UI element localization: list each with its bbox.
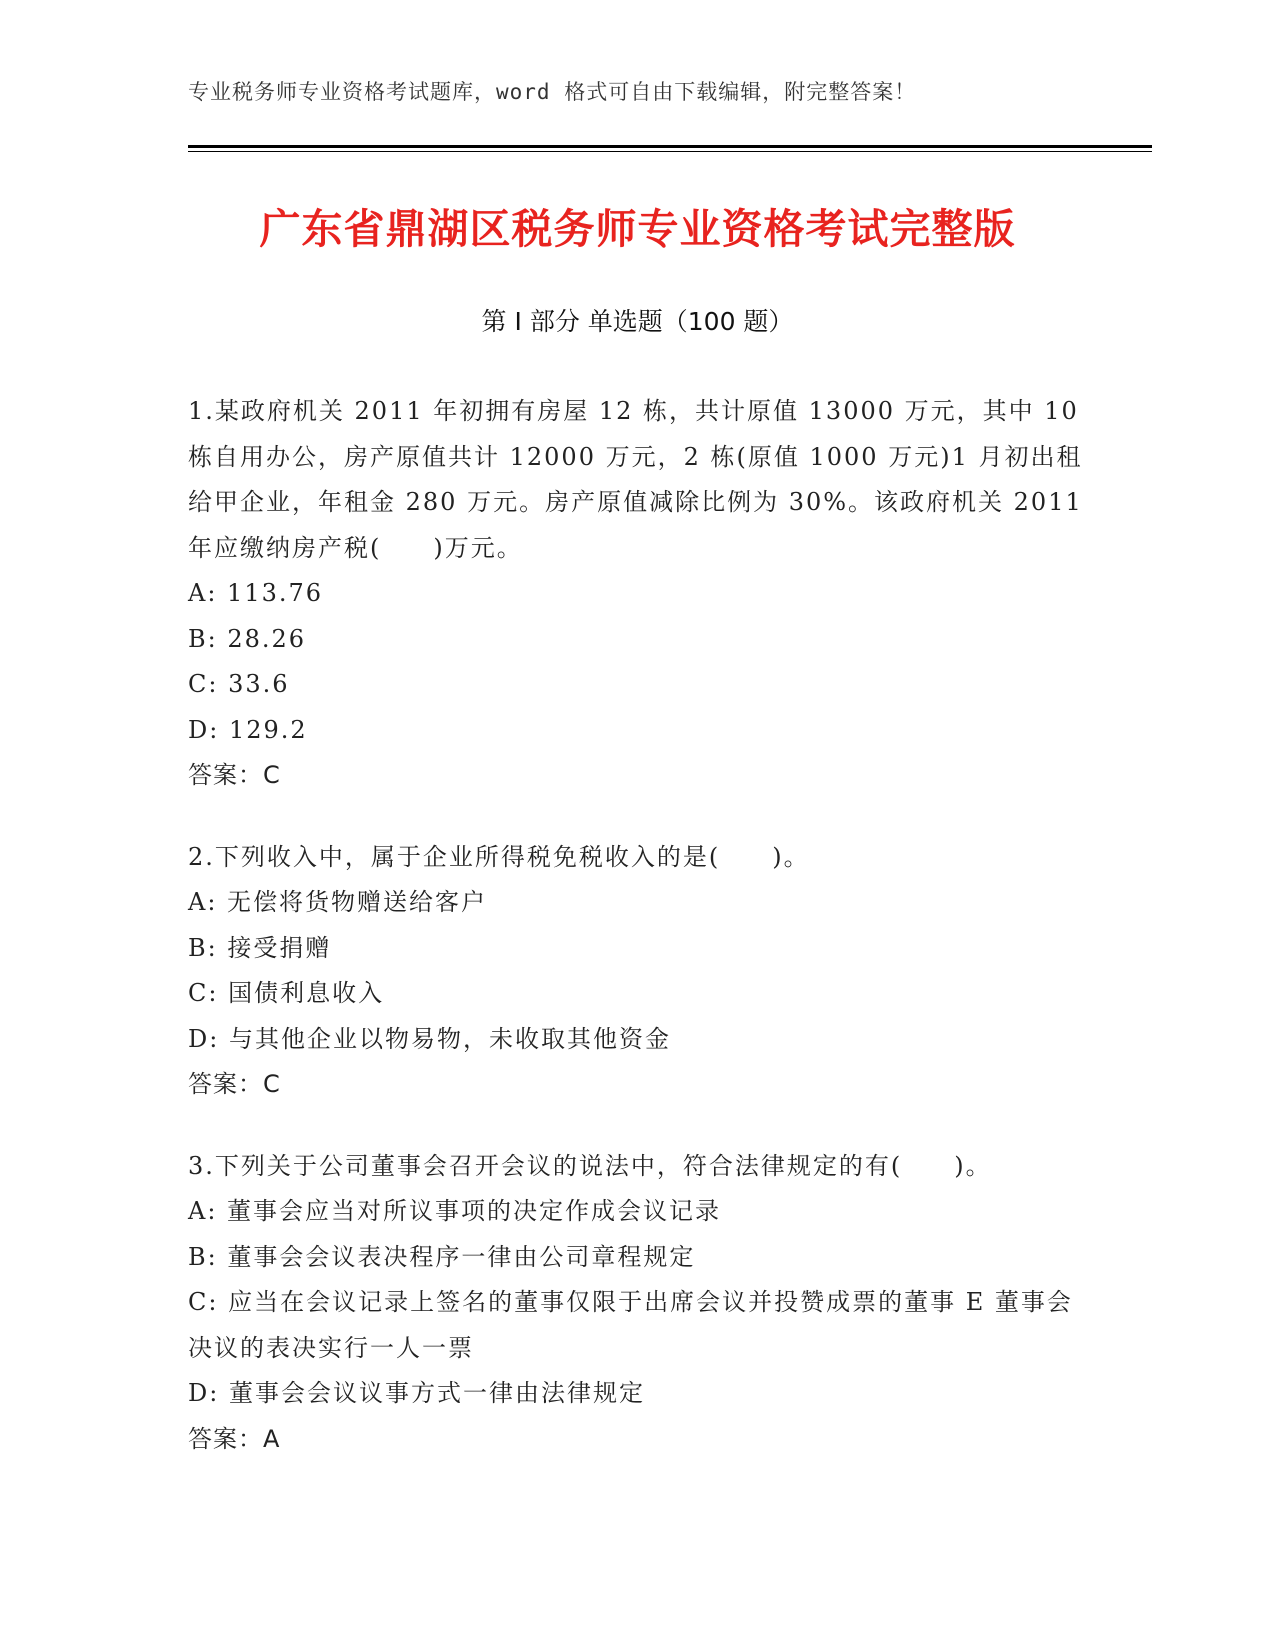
option-d: D: 129.2: [188, 715, 308, 744]
answer: 答案：C: [188, 1070, 281, 1098]
question-list: [188, 389, 1088, 1498]
option-c: C: 国债利息收入: [188, 979, 385, 1007]
question-2: [188, 835, 1088, 1108]
question-3: [188, 1144, 1088, 1463]
question-1: [188, 389, 1088, 799]
option-c: C: 应当在会议记录上签名的董事仅限于出席会议并投赞成票的董事 E 董事会决议的表决实行一人一票: [188, 1288, 1073, 1362]
question-stem: 1.某政府机关 2011 年初拥有房屋 12 栋，共计原值 13000 万元，其中 10 栋自用办公，房产原值共计 12000 万元，2 栋(原值 1000 万元)1 月初出租给甲企业，年租金 280 万元。房产原值减除比例为 30%。该政府机关 2011 年应缴纳房产税( )万元。: [188, 397, 1083, 562]
option-d: D: 与其他企业以物易物，未收取其他资金: [188, 1024, 671, 1053]
document-title: 广东省鼎湖区税务师专业资格考试完整版: [259, 205, 1016, 253]
option-b: B: 接受捐赠: [188, 933, 332, 962]
option-b: B: 董事会会议表决程序一律由公司章程规定: [188, 1242, 696, 1271]
option-c: C: 33.6: [188, 670, 290, 698]
option-d: D: 董事会会议议事方式一律由法律规定: [188, 1379, 645, 1407]
header-note: 专业税务师专业资格考试题库，word 格式可自由下载编辑，附完整答案！: [188, 80, 917, 104]
header-rule-thick: [188, 145, 1152, 148]
answer: 答案：A: [188, 1424, 281, 1453]
question-stem: 2.下列收入中，属于企业所得税免税收入的是( )。: [188, 842, 810, 871]
option-a: A: 无偿将货物赠送给客户: [188, 888, 488, 916]
section-title: 第 I 部分 单选题（100 题）: [481, 307, 794, 336]
answer: 答案：C: [188, 761, 281, 789]
option-a: A: 董事会应当对所议事项的决定作成会议记录: [188, 1197, 722, 1225]
option-a: A: 113.76: [188, 579, 324, 607]
option-b: B: 28.26: [188, 624, 307, 653]
question-stem: 3.下列关于公司董事会召开会议的说法中，符合法律规定的有( )。: [188, 1151, 992, 1180]
header-rule-thin: [188, 151, 1152, 152]
